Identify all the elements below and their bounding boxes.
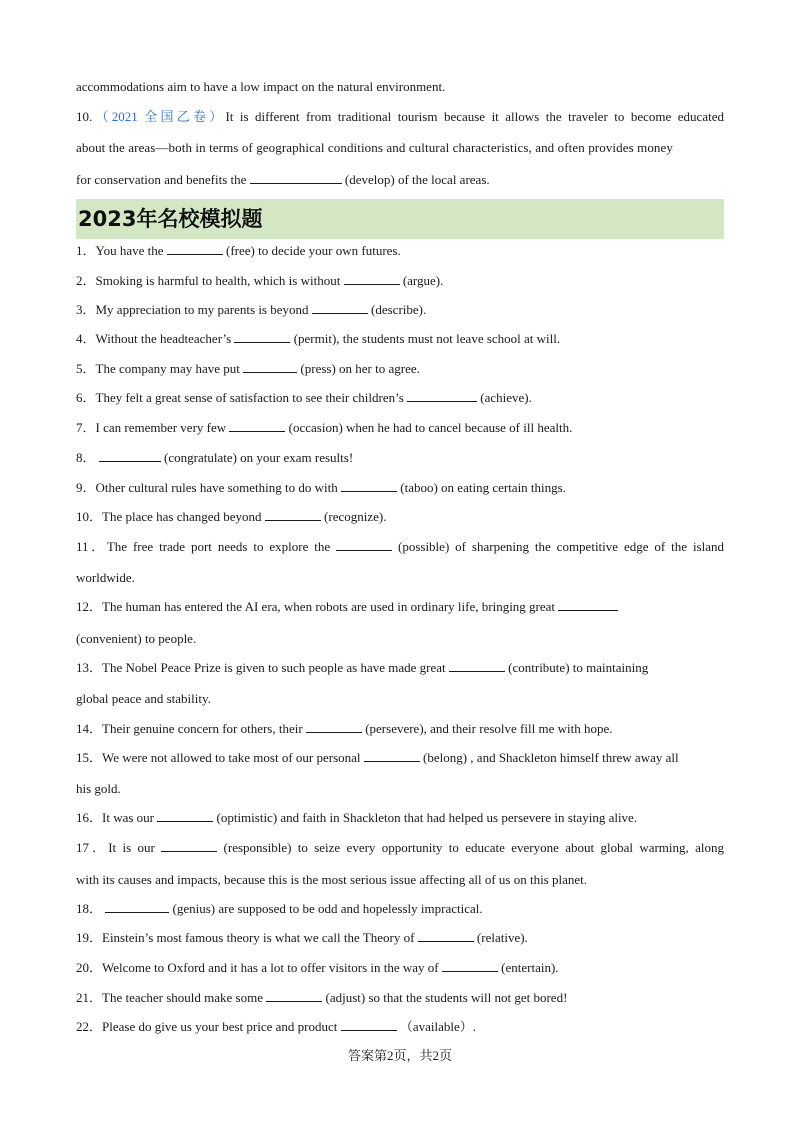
question-text-after-blank: (describe). bbox=[371, 302, 427, 317]
question-text-after-blank: (occasion) when he had to cancel because of ill health. bbox=[288, 420, 573, 435]
question-item bbox=[76, 719, 724, 739]
question-text-before-blank: 19．Einstein’s most famous theory is what we call the Theory of bbox=[76, 930, 415, 945]
question-text-before-blank: 2．Smoking is harmful to health, which is without bbox=[76, 273, 341, 288]
question-text-after-blank: (optimistic) and faith in Shackleton that had helped us persevere in staying alive. bbox=[216, 810, 638, 825]
question-item bbox=[76, 899, 724, 919]
answer-blank[interactable] bbox=[418, 929, 474, 942]
question-item bbox=[76, 658, 724, 678]
question-text-after-blank: (adjust) so that the students will not get bored! bbox=[325, 990, 568, 1005]
answer-blank[interactable] bbox=[243, 360, 297, 373]
answer-blank[interactable] bbox=[266, 989, 322, 1002]
question-text-after-blank: (taboo) on eating certain things. bbox=[400, 480, 566, 495]
question-item bbox=[76, 838, 724, 858]
question-item-continuation: (convenient) to people. bbox=[76, 631, 197, 646]
answer-blank[interactable] bbox=[341, 1018, 397, 1031]
question-text-before-blank: 9．Other cultural rules have something to do with bbox=[76, 480, 338, 495]
question-text-before-blank: 7．I can remember very few bbox=[76, 420, 227, 435]
question-item bbox=[76, 958, 724, 978]
question-text-after-blank: (persevere), and their resolve fill me with hope. bbox=[365, 721, 613, 736]
answer-blank[interactable] bbox=[407, 389, 477, 402]
answer-blank[interactable] bbox=[234, 330, 290, 343]
answer-blank[interactable] bbox=[157, 809, 213, 822]
answer-blank[interactable] bbox=[364, 749, 420, 762]
question-item bbox=[76, 928, 724, 948]
answer-blank[interactable] bbox=[306, 720, 362, 733]
question-10-line-1 bbox=[76, 107, 724, 127]
question-text-after-blank: (responsible) to seize every opportunity to educate everyone about global warming, along bbox=[223, 840, 725, 855]
answer-blank[interactable] bbox=[312, 301, 368, 314]
answer-blank[interactable] bbox=[105, 900, 169, 913]
answer-blank[interactable] bbox=[265, 508, 321, 521]
question-text-before-blank: 18． bbox=[76, 901, 103, 916]
answer-blank[interactable] bbox=[161, 839, 217, 852]
question-text-before-blank: 10．The place has changed beyond bbox=[76, 509, 262, 524]
question-item bbox=[76, 507, 724, 527]
question-text-before-blank: 16．It was our bbox=[76, 810, 154, 825]
question-text-before-blank: for conservation and benefits the bbox=[76, 172, 247, 187]
question-text-after-blank: (belong) , and Shackleton himself threw away all bbox=[423, 750, 679, 765]
question-text-after-blank: (free) to decide your own futures. bbox=[226, 243, 401, 258]
question-item bbox=[76, 478, 724, 498]
question-item bbox=[76, 329, 724, 349]
answer-blank[interactable] bbox=[449, 659, 505, 672]
answer-blank[interactable] bbox=[558, 598, 618, 611]
section-heading: 2023年名校模拟题 bbox=[76, 199, 724, 239]
question-item bbox=[76, 597, 724, 617]
question-item bbox=[76, 748, 724, 768]
question-item bbox=[76, 418, 724, 438]
question-text-before-blank: 5．The company may have put bbox=[76, 361, 240, 376]
question-item bbox=[76, 271, 724, 291]
question-text-after-blank: (press) on her to agree. bbox=[300, 361, 420, 376]
question-text-after-blank: (entertain). bbox=[501, 960, 559, 975]
question-text-after-blank: (develop) of the local areas. bbox=[344, 172, 490, 187]
question-item-continuation: global peace and stability. bbox=[76, 691, 211, 706]
question-item bbox=[76, 359, 724, 379]
question-text-after-blank: (recognize). bbox=[324, 509, 387, 524]
answer-blank[interactable] bbox=[250, 171, 342, 184]
page-footer: 答案第2页，共2页 bbox=[347, 1048, 452, 1063]
answer-blank[interactable] bbox=[167, 242, 223, 255]
answer-blank[interactable] bbox=[336, 538, 392, 551]
question-text-before-blank: 22．Please do give us your best price and product bbox=[76, 1019, 338, 1034]
question-item bbox=[76, 448, 724, 468]
question-item bbox=[76, 1017, 724, 1037]
question-item bbox=[76, 300, 724, 320]
question-text-before-blank: 11．The free trade port needs to explore the bbox=[76, 539, 331, 554]
question-text-after-blank: (congratulate) on your exam results! bbox=[164, 450, 354, 465]
answer-blank[interactable] bbox=[442, 959, 498, 972]
question-text-before-blank: 21．The teacher should make some bbox=[76, 990, 263, 1005]
question-text: It is different from traditional tourism because it allows the traveler to become educated bbox=[225, 109, 724, 124]
question-text-before-blank: 4．Without the headteacher’s bbox=[76, 331, 232, 346]
question-text-after-blank: (argue). bbox=[402, 273, 444, 288]
answer-blank[interactable] bbox=[99, 449, 161, 462]
question-text-after-blank: （available）. bbox=[399, 1019, 477, 1034]
question-item-continuation: worldwide. bbox=[76, 570, 135, 585]
answer-blank[interactable] bbox=[344, 272, 400, 285]
question-item-continuation: his gold. bbox=[76, 781, 121, 796]
question-text-after-blank: (achieve). bbox=[480, 390, 532, 405]
question-text-before-blank: 15．We were not allowed to take most of our personal bbox=[76, 750, 361, 765]
question-text-after-blank: (contribute) to maintaining bbox=[508, 660, 649, 675]
question-item bbox=[76, 808, 724, 828]
question-item bbox=[76, 537, 724, 557]
question-item bbox=[76, 388, 724, 408]
question-text-before-blank: 13．The Nobel Peace Prize is given to such people as have made great bbox=[76, 660, 446, 675]
question-item bbox=[76, 988, 724, 1008]
question-text-after-blank: (permit), the students must not leave school at will. bbox=[293, 331, 561, 346]
answer-blank[interactable] bbox=[229, 419, 285, 432]
question-text-before-blank: 3．My appreciation to my parents is beyond bbox=[76, 302, 309, 317]
question-text-before-blank: 6．They felt a great sense of satisfaction to see their children’s bbox=[76, 390, 404, 405]
question-text-before-blank: 14．Their genuine concern for others, their bbox=[76, 721, 303, 736]
question-text-after-blank: (genius) are supposed to be odd and hopelessly impractical. bbox=[172, 901, 483, 916]
exam-source-label: （2021 全国乙卷） bbox=[92, 109, 226, 124]
question-number: 10. bbox=[76, 109, 93, 124]
question-text-after-blank: (relative). bbox=[476, 930, 528, 945]
question-10-line-2: about the areas—both in terms of geographical conditions and cultural characteristics, and often provides money bbox=[76, 140, 673, 155]
question-item bbox=[76, 241, 724, 261]
question-text-after-blank: (possible) of sharpening the competitive edge of the island bbox=[398, 539, 725, 554]
continued-text-line: accommodations aim to have a low impact on the natural environment. bbox=[76, 79, 446, 94]
question-text-before-blank: 20．Welcome to Oxford and it has a lot to offer visitors in the way of bbox=[76, 960, 439, 975]
question-text-before-blank: 8． bbox=[76, 450, 96, 465]
question-text-before-blank: 17．It is our bbox=[76, 840, 155, 855]
question-text-before-blank: 12．The human has entered the AI era, when robots are used in ordinary life, bringing great bbox=[76, 599, 556, 614]
question-text-before-blank: 1．You have the bbox=[76, 243, 164, 258]
question-10-line-3 bbox=[76, 170, 724, 190]
answer-blank[interactable] bbox=[341, 479, 397, 492]
question-item-continuation: with its causes and impacts, because this is the most serious issue affecting all of us on this planet. bbox=[76, 872, 587, 887]
